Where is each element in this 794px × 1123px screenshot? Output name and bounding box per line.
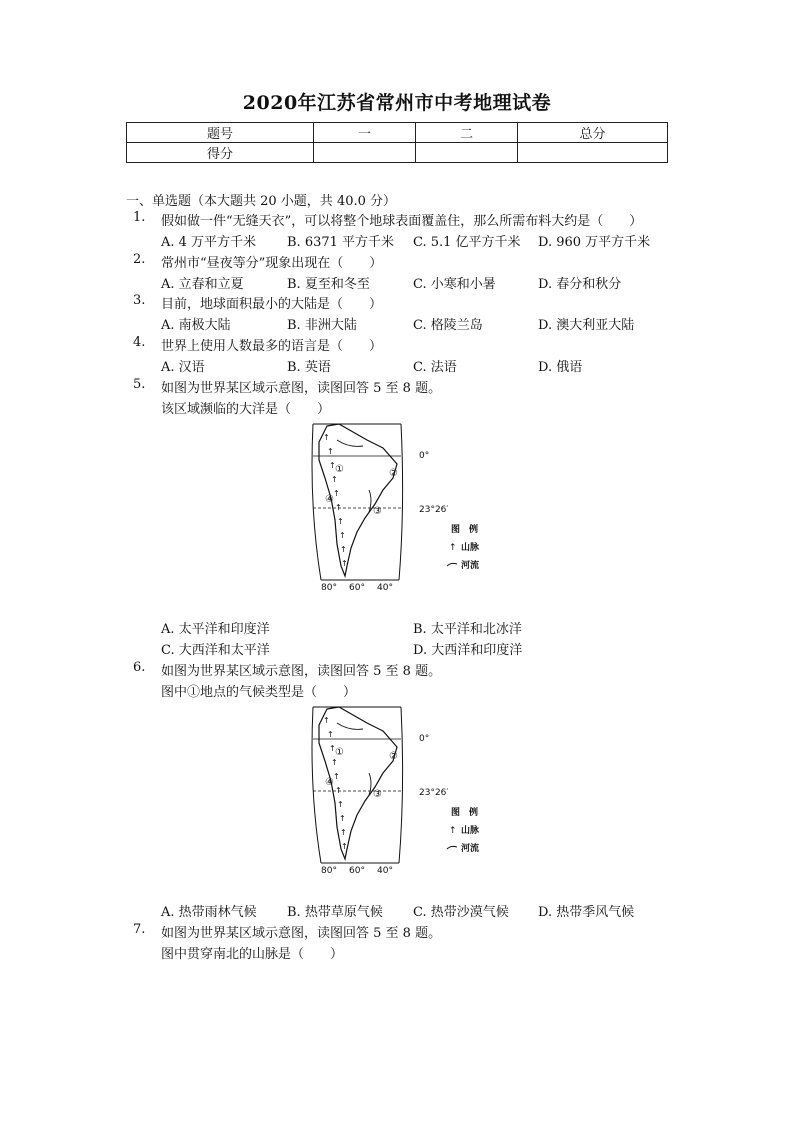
question-number: 2. xyxy=(133,252,146,267)
equator-label: 0° xyxy=(419,734,430,744)
question-subtext: 图中①地点的气候类型是（ ） xyxy=(161,685,357,700)
point-label: ① xyxy=(335,464,344,475)
svg-text:↑: ↑ xyxy=(340,545,347,554)
score-header-cell: 二 xyxy=(416,123,518,143)
legend-river-label: 河流 xyxy=(461,561,480,571)
point-label: ① xyxy=(335,747,344,758)
option-b: B. 非洲大陆 xyxy=(287,318,357,333)
svg-text:↑: ↑ xyxy=(329,461,336,470)
point-label: ② xyxy=(389,751,398,762)
option-d: D. 大西洋和印度洋 xyxy=(413,643,523,658)
score-header-cell: 题号 xyxy=(127,123,314,143)
score-table-header-row xyxy=(127,123,668,143)
south-america-map xyxy=(309,420,509,592)
option-c: C. 法语 xyxy=(413,360,457,375)
exam-title: 2020年江苏省常州市中考地理试卷 xyxy=(242,92,552,114)
option-c: C. 5.1 亿平方千米 xyxy=(413,235,521,250)
tropic-label: 23°26′ xyxy=(419,505,449,515)
lon-label: 80° xyxy=(321,866,337,875)
legend-mountain-icon: ↑ xyxy=(449,826,457,836)
question-subtext: 该区域濒临的大洋是（ ） xyxy=(161,402,331,417)
question-text: 如图为世界某区域示意图，读图回答 5 至 8 题。 xyxy=(161,381,442,396)
option-a: A. 立春和立夏 xyxy=(161,277,244,292)
legend-river-icon xyxy=(447,563,457,566)
question-number: 3. xyxy=(133,293,146,308)
score-row-label: 得分 xyxy=(127,143,314,163)
option-a: A. 4 万平方千米 xyxy=(161,235,257,250)
lon-label: 60° xyxy=(349,866,365,875)
score-table xyxy=(126,122,668,163)
legend-title: 图 例 xyxy=(451,808,479,818)
question-number: 5. xyxy=(133,377,146,392)
score-cell xyxy=(416,143,518,163)
option-b: B. 英语 xyxy=(287,360,331,375)
region-map-figure xyxy=(309,420,509,592)
region-map-figure xyxy=(309,703,509,875)
point-label: ④ xyxy=(325,777,334,788)
question-text: 常州市“昼夜等分”现象出现在（ ） xyxy=(161,256,383,271)
svg-text:↑: ↑ xyxy=(340,828,347,837)
svg-text:↑: ↑ xyxy=(337,517,344,526)
equator-label: 0° xyxy=(419,451,430,461)
question-text: 如图为世界某区域示意图，读图回答 5 至 8 题。 xyxy=(161,664,442,679)
legend-title: 图 例 xyxy=(451,525,479,535)
option-d: D. 春分和秋分 xyxy=(538,277,622,292)
lon-label: 60° xyxy=(349,583,365,592)
tropic-label: 23°26′ xyxy=(419,788,449,798)
option-a: A. 太平洋和印度洋 xyxy=(161,622,270,637)
lon-label: 40° xyxy=(377,866,393,875)
svg-text:↑: ↑ xyxy=(339,531,346,540)
option-b: B. 热带草原气候 xyxy=(287,905,383,920)
question-number: 1. xyxy=(133,210,146,225)
question-text: 世界上使用人数最多的语言是（ ） xyxy=(161,339,383,354)
question-number: 6. xyxy=(133,660,146,675)
legend-mountain-label: 山脉 xyxy=(461,826,480,836)
svg-text:↑: ↑ xyxy=(331,475,338,484)
option-b: B. 夏至和冬至 xyxy=(287,277,370,292)
svg-text:↑: ↑ xyxy=(331,758,338,767)
svg-text:↑: ↑ xyxy=(327,730,334,739)
question-text: 目前，地球面积最小的大陆是（ ） xyxy=(161,297,383,312)
river xyxy=(369,490,371,512)
option-b: B. 太平洋和北冰洋 xyxy=(413,622,522,637)
question-number: 4. xyxy=(133,335,146,350)
option-a: A. 南极大陆 xyxy=(161,318,231,333)
point-label: ③ xyxy=(373,506,382,517)
south-america-map xyxy=(309,703,509,875)
option-d: D. 热带季风气候 xyxy=(538,905,635,920)
svg-text:↑: ↑ xyxy=(335,786,342,795)
option-d: D. 960 万平方千米 xyxy=(538,235,651,250)
score-table-score-row xyxy=(127,143,668,163)
svg-text:↑: ↑ xyxy=(333,772,340,781)
legend-river-label: 河流 xyxy=(461,844,480,854)
svg-text:↑: ↑ xyxy=(339,814,346,823)
option-c: C. 小寒和小暑 xyxy=(413,277,496,292)
option-a: A. 热带雨林气候 xyxy=(161,905,257,920)
option-a: A. 汉语 xyxy=(161,360,205,375)
score-header-cell: 一 xyxy=(314,123,416,143)
legend-river-icon xyxy=(447,846,457,849)
svg-text:↑: ↑ xyxy=(335,503,342,512)
section-title: 一、单选题（本大题共 20 小题，共 40.0 分） xyxy=(126,194,397,209)
option-d: D. 澳大利亚大陆 xyxy=(538,318,635,333)
point-label: ④ xyxy=(325,494,334,505)
svg-text:↑: ↑ xyxy=(337,800,344,809)
lon-label: 40° xyxy=(377,583,393,592)
point-label: ③ xyxy=(373,789,382,800)
map-left-meridian xyxy=(312,424,321,580)
question-number: 7. xyxy=(133,922,146,937)
legend-mountain-icon: ↑ xyxy=(449,543,457,553)
svg-text:↑: ↑ xyxy=(333,489,340,498)
option-c: C. 热带沙漠气候 xyxy=(413,905,509,920)
lon-label: 80° xyxy=(321,583,337,592)
river xyxy=(337,440,363,446)
svg-text:↑: ↑ xyxy=(341,842,348,851)
question-subtext: 图中贯穿南北的山脉是（ ） xyxy=(161,947,344,962)
svg-text:↑: ↑ xyxy=(323,716,330,725)
option-c: C. 大西洋和太平洋 xyxy=(161,643,270,658)
map-right-meridian xyxy=(399,424,403,580)
question-text: 假如做一件“无缝天衣”，可以将整个地球表面覆盖住，那么所需布料大约是（ ） xyxy=(161,214,643,229)
svg-text:↑: ↑ xyxy=(329,744,336,753)
point-label: ② xyxy=(389,468,398,479)
score-cell xyxy=(518,143,668,163)
question-text: 如图为世界某区域示意图，读图回答 5 至 8 题。 xyxy=(161,926,442,941)
svg-text:↑: ↑ xyxy=(323,433,330,442)
option-c: C. 格陵兰岛 xyxy=(413,318,483,333)
svg-text:↑: ↑ xyxy=(341,559,348,568)
score-cell xyxy=(314,143,416,163)
score-header-cell: 总分 xyxy=(518,123,668,143)
option-b: B. 6371 平方千米 xyxy=(287,235,395,250)
legend-mountain-label: 山脉 xyxy=(461,543,480,553)
svg-text:↑: ↑ xyxy=(327,447,334,456)
option-d: D. 俄语 xyxy=(538,360,583,375)
